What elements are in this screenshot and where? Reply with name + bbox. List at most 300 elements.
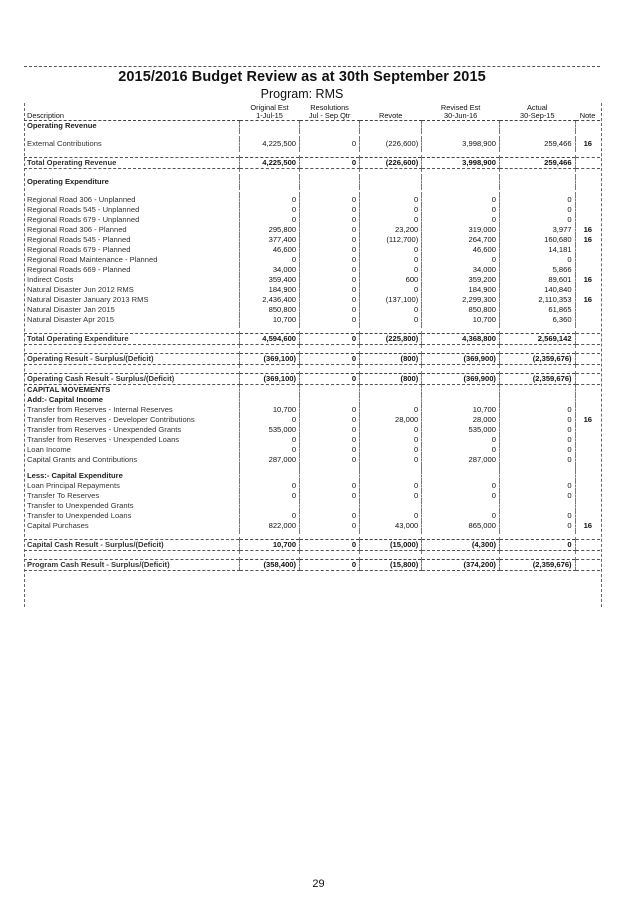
value-cell: 0	[239, 415, 299, 425]
row-label: Operating Expenditure	[27, 177, 109, 186]
value-cell: 0	[300, 455, 360, 465]
spacer-cell	[422, 187, 500, 195]
note-cell	[575, 215, 600, 225]
value-cell: 0	[300, 158, 360, 169]
spacer-cell	[239, 531, 299, 540]
spacer-cell	[24, 551, 239, 560]
note-cell	[575, 445, 600, 455]
value-cell	[422, 121, 500, 132]
value-cell: 43,000	[360, 521, 422, 531]
table-row	[24, 225, 600, 235]
value-cell	[239, 395, 299, 405]
value-cell: 0	[360, 215, 422, 225]
header-blank	[24, 104, 239, 112]
value-cell: (15,800)	[360, 560, 422, 571]
note-cell	[575, 455, 600, 465]
value-cell: 6,360	[499, 315, 575, 325]
value-cell: 0	[300, 195, 360, 205]
row-label: Regional Roads 679 - Unplanned	[27, 215, 140, 224]
note-cell	[575, 255, 600, 265]
spacer-cell	[24, 345, 239, 354]
row-label: Natural Disaster January 2013 RMS	[27, 295, 149, 304]
value-cell: 46,600	[422, 245, 500, 255]
value-cell: (2,359,676)	[499, 560, 575, 571]
header-note: Note	[575, 112, 600, 121]
value-cell: 5,866	[499, 265, 575, 275]
spacer-cell	[239, 169, 299, 178]
value-cell: 600	[360, 275, 422, 285]
spacer-cell	[575, 169, 600, 178]
row-label: External Contributions	[27, 139, 102, 148]
spacer-row	[24, 365, 600, 374]
value-cell: 3,998,900	[422, 158, 500, 169]
value-cell: 184,900	[422, 285, 500, 295]
spacer-cell	[499, 325, 575, 334]
note-cell: 16	[575, 225, 600, 235]
value-cell: 0	[499, 255, 575, 265]
table-row	[24, 275, 600, 285]
spacer-cell	[360, 131, 422, 139]
spacer-row	[24, 345, 600, 354]
spacer-cell	[300, 149, 360, 158]
total-row	[24, 560, 600, 571]
value-cell: 2,110,353	[499, 295, 575, 305]
value-cell: 0	[360, 511, 422, 521]
value-cell: 295,800	[239, 225, 299, 235]
row-label: Natural Disaster Jan 2015	[27, 305, 115, 314]
value-cell: 0	[499, 415, 575, 425]
value-cell: (800)	[360, 354, 422, 365]
spacer-cell	[360, 187, 422, 195]
value-cell: 0	[360, 425, 422, 435]
spacer-cell	[499, 149, 575, 158]
note-cell	[575, 265, 600, 275]
value-cell: 0	[422, 481, 500, 491]
row-label: Operating Cash Result - Surplus/(Deficit)	[24, 374, 239, 385]
value-cell: 0	[360, 405, 422, 415]
value-cell: 0	[499, 540, 575, 551]
total-row	[24, 158, 600, 169]
value-cell: 850,800	[422, 305, 500, 315]
value-cell: 46,600	[239, 245, 299, 255]
spacer-cell	[24, 149, 239, 158]
value-cell: 0	[300, 415, 360, 425]
row-label: Transfer to Unexpended Grants	[27, 501, 134, 510]
value-cell: 264,700	[422, 235, 500, 245]
spacer-cell	[360, 169, 422, 178]
note-cell	[575, 205, 600, 215]
note-cell: 16	[575, 295, 600, 305]
spacer-cell	[422, 531, 500, 540]
note-cell	[575, 245, 600, 255]
row-label: Natural Disaster Apr 2015	[27, 315, 114, 324]
value-cell: 287,000	[239, 455, 299, 465]
value-cell: 822,000	[239, 521, 299, 531]
value-cell: 2,436,400	[239, 295, 299, 305]
table-row	[24, 511, 600, 521]
value-cell	[239, 177, 299, 187]
value-cell: 0	[239, 481, 299, 491]
spacer-cell	[422, 551, 500, 560]
table-row	[24, 315, 600, 325]
value-cell: 0	[422, 195, 500, 205]
spacer-cell	[239, 345, 299, 354]
value-cell	[360, 385, 422, 396]
spacer-cell	[300, 365, 360, 374]
value-cell: 0	[300, 540, 360, 551]
value-cell: (369,100)	[239, 354, 299, 365]
table-row	[24, 481, 600, 491]
value-cell	[422, 501, 500, 511]
row-label: Transfer from Reserves - Internal Reserves	[27, 405, 173, 414]
value-cell: 0	[499, 481, 575, 491]
value-cell: 0	[499, 521, 575, 531]
value-cell: (2,359,676)	[499, 354, 575, 365]
row-label: Transfer to Unexpended Loans	[27, 511, 132, 520]
header-original-date: 1-Jul-15	[239, 112, 299, 121]
value-cell: 0	[360, 481, 422, 491]
spacer-cell	[24, 169, 239, 178]
note-cell	[575, 177, 600, 187]
value-cell: 259,466	[499, 158, 575, 169]
value-cell: (137,100)	[360, 295, 422, 305]
value-cell: 4,594,600	[239, 334, 299, 345]
table-row	[24, 205, 600, 215]
value-cell: (369,100)	[239, 374, 299, 385]
value-cell: 184,900	[239, 285, 299, 295]
spacer-cell	[24, 187, 239, 195]
spacer-cell	[300, 531, 360, 540]
value-cell	[360, 177, 422, 187]
value-cell	[422, 471, 500, 481]
value-cell: 10,700	[239, 315, 299, 325]
note-cell	[575, 501, 600, 511]
spacer-cell	[422, 131, 500, 139]
value-cell: 0	[239, 435, 299, 445]
value-cell: 4,368,800	[422, 334, 500, 345]
value-cell: 0	[300, 139, 360, 149]
row-label: Regional Roads 545 - Unplanned	[27, 205, 140, 214]
value-cell: 34,000	[239, 265, 299, 275]
value-cell: 61,865	[499, 305, 575, 315]
value-cell	[239, 471, 299, 481]
total-row	[24, 334, 600, 345]
value-cell: (374,200)	[422, 560, 500, 571]
value-cell: 2,569,142	[499, 334, 575, 345]
spacer-cell	[422, 345, 500, 354]
section-row	[24, 471, 600, 481]
value-cell: 377,400	[239, 235, 299, 245]
budget-sheet	[24, 66, 600, 607]
spacer-cell	[24, 131, 239, 139]
note-cell	[575, 395, 600, 405]
spacer-cell	[575, 131, 600, 139]
header-revised-est: Revised Est	[440, 104, 481, 112]
table-row	[24, 139, 600, 149]
value-cell: (226,600)	[360, 158, 422, 169]
value-cell: 34,000	[422, 265, 500, 275]
row-label: Capital Purchases	[27, 521, 89, 530]
row-label: Operating Result - Surplus/(Deficit)	[24, 354, 239, 365]
spacer-cell	[300, 325, 360, 334]
section-row	[24, 177, 600, 187]
value-cell	[499, 177, 575, 187]
header-resolutions-period: Jul - Sep Qtr	[300, 112, 360, 121]
spacer-cell	[575, 365, 600, 374]
total-row	[24, 354, 600, 365]
value-cell	[499, 395, 575, 405]
value-cell: 140,840	[499, 285, 575, 295]
row-label: Operating Revenue	[27, 121, 97, 130]
spacer-cell	[575, 149, 600, 158]
value-cell: (225,800)	[360, 334, 422, 345]
value-cell: 23,200	[360, 225, 422, 235]
total-row	[24, 374, 600, 385]
value-cell	[422, 177, 500, 187]
spacer-row	[24, 169, 600, 178]
value-cell: 0	[499, 435, 575, 445]
spacer-cell	[360, 149, 422, 158]
row-label: Regional Roads 545 - Planned	[27, 235, 131, 244]
value-cell: 0	[300, 481, 360, 491]
value-cell: 10,700	[239, 405, 299, 415]
spacer-cell	[239, 551, 299, 560]
value-cell: (369,900)	[422, 354, 500, 365]
spacer-row	[24, 531, 600, 540]
value-cell	[422, 385, 500, 396]
note-cell	[575, 511, 600, 521]
value-cell: 0	[300, 225, 360, 235]
header-row-2	[24, 112, 600, 121]
row-label: Regional Road 306 - Planned	[27, 225, 127, 234]
value-cell: 259,466	[499, 139, 575, 149]
value-cell: 0	[422, 255, 500, 265]
note-cell	[575, 471, 600, 481]
value-cell: 0	[300, 315, 360, 325]
budget-body	[24, 121, 600, 571]
spacer-cell	[575, 345, 600, 354]
value-cell: 0	[300, 511, 360, 521]
value-cell: 535,000	[239, 425, 299, 435]
value-cell: (369,900)	[422, 374, 500, 385]
value-cell: 14,181	[499, 245, 575, 255]
value-cell: 0	[239, 195, 299, 205]
value-cell: 0	[300, 275, 360, 285]
row-label: Natural Disaster Jun 2012 RMS	[27, 285, 134, 294]
value-cell: 4,225,500	[239, 139, 299, 149]
value-cell	[300, 471, 360, 481]
note-cell: 16	[575, 275, 600, 285]
spacer-cell	[575, 187, 600, 195]
row-label: Regional Roads 679 - Planned	[27, 245, 131, 254]
row-label: Capital Cash Result - Surplus/(Deficit)	[24, 540, 239, 551]
table-row	[24, 305, 600, 315]
table-row	[24, 435, 600, 445]
value-cell: 0	[300, 235, 360, 245]
value-cell: 865,000	[422, 521, 500, 531]
spacer-row	[24, 131, 600, 139]
value-cell	[300, 385, 360, 396]
value-cell: 0	[360, 435, 422, 445]
value-cell: (226,600)	[360, 139, 422, 149]
spacer-cell	[239, 149, 299, 158]
spacer-cell	[300, 131, 360, 139]
note-cell	[575, 540, 600, 551]
note-cell: 16	[575, 235, 600, 245]
value-cell: 0	[360, 195, 422, 205]
spacer-cell	[499, 345, 575, 354]
value-cell	[360, 471, 422, 481]
header-actual-date: 30-Sep-15	[499, 112, 575, 121]
value-cell: 0	[499, 205, 575, 215]
value-cell: 0	[300, 295, 360, 305]
value-cell	[499, 385, 575, 396]
table-row	[24, 295, 600, 305]
value-cell: 0	[499, 455, 575, 465]
value-cell: 0	[239, 445, 299, 455]
note-cell	[575, 195, 600, 205]
spacer-cell	[24, 531, 239, 540]
spacer-cell	[499, 169, 575, 178]
spacer-row	[24, 551, 600, 560]
value-cell: 0	[360, 285, 422, 295]
value-cell: (4,300)	[422, 540, 500, 551]
value-cell: 10,700	[422, 315, 500, 325]
section-row	[24, 395, 600, 405]
value-cell: 0	[499, 425, 575, 435]
row-label: Total Operating Expenditure	[24, 334, 239, 345]
value-cell: 0	[300, 354, 360, 365]
section-row	[24, 385, 600, 396]
value-cell: 0	[300, 374, 360, 385]
table-row	[24, 521, 600, 531]
value-cell	[360, 121, 422, 132]
value-cell: 0	[300, 245, 360, 255]
value-cell: 0	[360, 255, 422, 265]
table-row	[24, 455, 600, 465]
note-cell	[575, 425, 600, 435]
value-cell: 0	[422, 205, 500, 215]
spacer-cell	[499, 551, 575, 560]
value-cell	[239, 385, 299, 396]
spacer-cell	[300, 551, 360, 560]
table-row	[24, 195, 600, 205]
spacer-cell	[422, 169, 500, 178]
table-row	[24, 255, 600, 265]
value-cell: 0	[360, 305, 422, 315]
value-cell: 0	[422, 511, 500, 521]
spacer-cell	[499, 131, 575, 139]
value-cell: 3,977	[499, 225, 575, 235]
spacer-cell	[422, 325, 500, 334]
value-cell	[239, 501, 299, 511]
value-cell: 3,998,900	[422, 139, 500, 149]
value-cell: 319,000	[422, 225, 500, 235]
row-label: Regional Road Maintenance - Planned	[27, 255, 158, 264]
spacer-cell	[300, 187, 360, 195]
value-cell: 0	[360, 245, 422, 255]
value-cell: 0	[360, 445, 422, 455]
value-cell: 0	[300, 405, 360, 415]
spacer-cell	[422, 365, 500, 374]
value-cell: 0	[422, 435, 500, 445]
value-cell	[499, 471, 575, 481]
value-cell: 10,700	[422, 405, 500, 415]
value-cell: 0	[239, 511, 299, 521]
note-cell	[575, 315, 600, 325]
header-revised-date: 30-Jun-16	[422, 112, 500, 121]
table-row	[24, 415, 600, 425]
value-cell: (358,400)	[239, 560, 299, 571]
table-row	[24, 245, 600, 255]
spacer-cell	[422, 149, 500, 158]
spacer-cell	[360, 531, 422, 540]
value-cell	[360, 501, 422, 511]
section-row	[24, 121, 600, 132]
header-blank	[360, 104, 422, 112]
value-cell	[300, 121, 360, 132]
value-cell: 287,000	[422, 455, 500, 465]
value-cell: 0	[300, 285, 360, 295]
row-label: Regional Road 306 - Unplanned	[27, 195, 136, 204]
value-cell: 0	[239, 491, 299, 501]
value-cell: 0	[239, 215, 299, 225]
spacer-cell	[360, 325, 422, 334]
row-label: Total Operating Revenue	[24, 158, 239, 169]
spacer-row	[24, 187, 600, 195]
note-cell	[575, 481, 600, 491]
spacer-cell	[239, 131, 299, 139]
spacer-cell	[360, 551, 422, 560]
header-resolutions: Resolutions	[310, 104, 349, 112]
value-cell: 0	[499, 405, 575, 415]
note-cell	[575, 158, 600, 169]
table-row	[24, 501, 600, 511]
value-cell: 359,400	[239, 275, 299, 285]
value-cell: 850,800	[239, 305, 299, 315]
value-cell: 0	[300, 425, 360, 435]
value-cell: 0	[499, 491, 575, 501]
value-cell: 535,000	[422, 425, 500, 435]
row-label: Less:- Capital Expenditure	[27, 471, 123, 480]
table-row	[24, 491, 600, 501]
value-cell: 0	[422, 445, 500, 455]
row-label: Regional Roads 669 - Planned	[27, 265, 131, 274]
row-label: Capital Grants and Contributions	[27, 455, 138, 464]
value-cell: 160,680	[499, 235, 575, 245]
note-cell	[575, 334, 600, 345]
value-cell: 0	[360, 455, 422, 465]
spacer-cell	[300, 169, 360, 178]
row-label: Loan Principal Repayments	[27, 481, 120, 490]
header-revote: Revote	[360, 112, 422, 121]
header-description: Description	[24, 112, 239, 121]
value-cell: 0	[360, 315, 422, 325]
value-cell: 0	[300, 435, 360, 445]
value-cell: 0	[499, 215, 575, 225]
header-actual: Actual	[527, 104, 548, 112]
value-cell: 0	[300, 305, 360, 315]
spacer-cell	[239, 325, 299, 334]
value-cell: 0	[300, 205, 360, 215]
value-cell: 359,200	[422, 275, 500, 285]
table-row	[24, 265, 600, 275]
header-blank	[575, 104, 600, 112]
note-cell	[575, 405, 600, 415]
note-cell	[575, 285, 600, 295]
value-cell: (800)	[360, 374, 422, 385]
value-cell: 0	[422, 491, 500, 501]
